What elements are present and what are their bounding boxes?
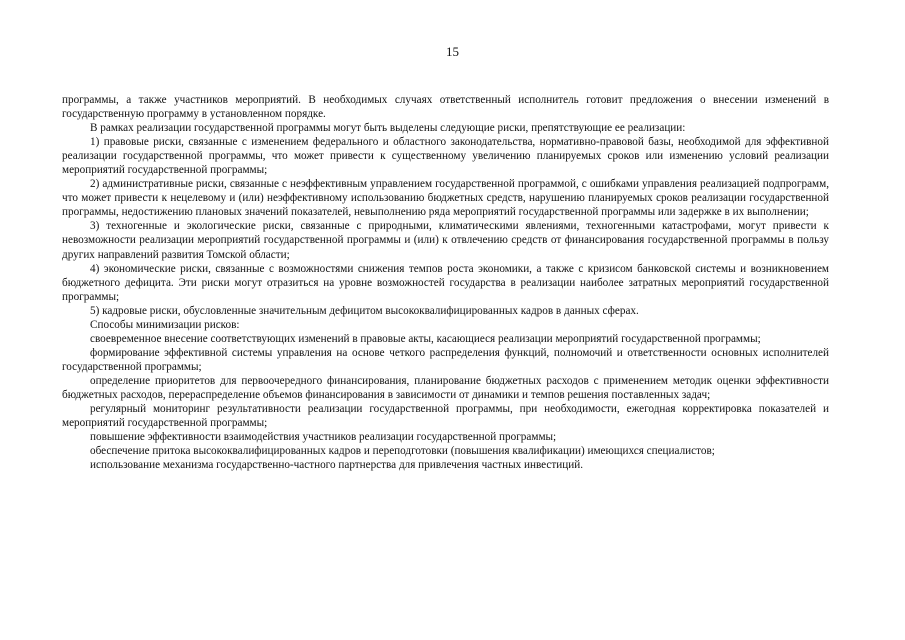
paragraph-mitigation-priorities: определение приоритетов для первоочередного финансирования, планирование бюджетных расходов с применением методик оценки эффективности бюджетных расходов, перераспределение объемов финансирования в зависимости от динамики и темпов решения поставленных задач; xyxy=(62,374,829,401)
document-body xyxy=(62,93,829,472)
paragraph-legal-risks: 1) правовые риски, связанные с изменением федерального и областного законодательства, нормативно-правовой базы, необходимой для эффективной реализации государственной программы, что может привести к существенному увеличению планируемых сроков или изменению условий реализации мероприятий государственной программы; xyxy=(62,136,829,177)
page-number: 15 xyxy=(446,44,459,59)
paragraph-personnel-risks: 5) кадровые риски, обусловленные значительным дефицитом высококвалифицированных кадров в данных сферах. xyxy=(90,304,639,317)
paragraph-mitigation-monitoring: регулярный мониторинг результативности реализации государственной программы, при необходимости, ежегодная корректировка показателей и мероприятий государственной программы; xyxy=(62,403,829,430)
paragraph-mitigation-partnership: использование механизма государственно-частного партнерства для привлечения частных инвестиций. xyxy=(90,459,584,472)
paragraph-mitigation-management-system: формирование эффективной системы управления на основе четкого распределения функций, полномочий и ответственности основных исполнителей государственной программы; xyxy=(62,346,829,373)
paragraph-mitigation-legal-acts: своевременное внесение соответствующих изменений в правовые акты, касающиеся реализации мероприятий государственной программы; xyxy=(90,332,761,345)
paragraph-mitigation-heading: Способы минимизации рисков: xyxy=(90,318,240,331)
paragraph-technogenic-risks: 3) техногенные и экологические риски, связанные с природными, климатическими явлениями, техногенными катастрофами, могут привести к невозможности реализации мероприятий государственной программы и (или) к отвлечению средств от финансирования государственной программы в пользу других направлений развития Томской области; xyxy=(62,220,829,261)
paragraph-administrative-risks: 2) административные риски, связанные с неэффективным управлением государственной программой, с ошибками управления реализацией подпрограмм, что может привести к нецелевому и (или) неэффективному использованию бюджетных средств, нарушению планируемых сроков реализации государственной программы, недостижению плановых значений показателей, невыполнению ряда мероприятий государственной программы или задержке в их выполнении; xyxy=(62,178,829,219)
paragraph-continuation: программы, а также участников мероприятий. В необходимых случаях ответственный исполнитель готовит предложения о внесении изменений в государственную программу в установленном порядке. xyxy=(62,94,829,121)
paragraph-mitigation-interaction: повышение эффективности взаимодействия участников реализации государственной программы; xyxy=(90,431,557,444)
paragraph-economic-risks: 4) экономические риски, связанные с возможностями снижения темпов роста экономики, а также с кризисом банковской системы и возникновением бюджетного дефицита. Эти риски могут отразиться на уровне возможностей государства в реализации наиболее затратных мероприятий государственной программы; xyxy=(62,262,829,303)
paragraph-risks-intro: В рамках реализации государственной программы могут быть выделены следующие риски, препятствующие ее реализации: xyxy=(90,122,686,135)
paragraph-mitigation-personnel: обеспечение притока высококвалифицированных кадров и переподготовки (повышения квалификации) имеющихся специалистов; xyxy=(90,445,715,458)
